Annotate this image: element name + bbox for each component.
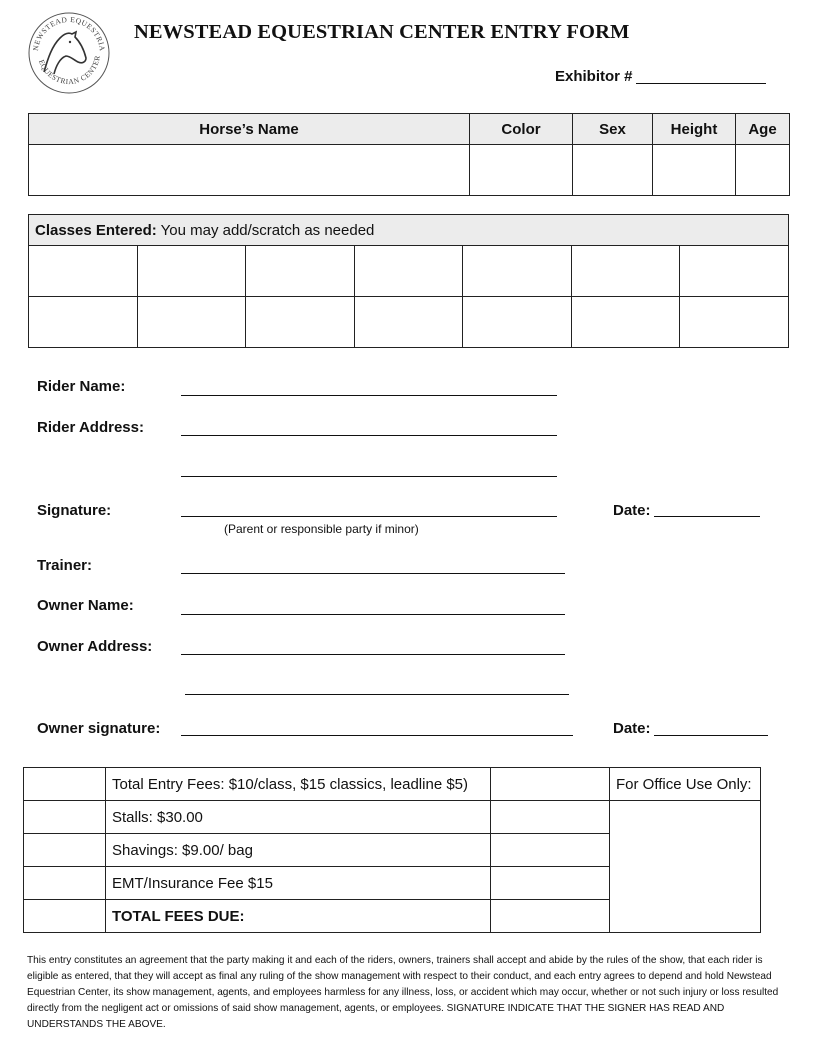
- owner-address-line-1[interactable]: [181, 654, 565, 655]
- fee-amount-cell[interactable]: [491, 768, 610, 801]
- color-cell[interactable]: [470, 145, 573, 196]
- trainer-line[interactable]: [181, 573, 565, 574]
- class-cell[interactable]: [246, 297, 355, 348]
- svg-text:NEWSTEAD EQUESTRIAN: NEWSTEAD EQUESTRIA: [31, 14, 108, 52]
- signature-line[interactable]: [181, 516, 557, 517]
- class-cell[interactable]: [354, 246, 463, 297]
- fee-label: EMT/Insurance Fee $15: [106, 867, 491, 900]
- legal-disclaimer: This entry constitutes an agreement that the party making it and each of the riders, owners, trainers shall accept and abide by the rules of the show, that each rider is eligible as entered, that they will accept as final any ruling of the show management with respect to their conduct, and each entry agrees to depend and hold Newstead Equestrian Center, its show management, agents, and employees harmless for any illness, loss, or accident which may occur, whether or not such injury or loss resulted directly from the negligent act or omissions of said show management, agents, or employees. SIGNATURE INDICATE THAT THE SIGNER HAS READ AND UNDERSTANDS THE ABOVE.: [27, 955, 779, 1030]
- class-cell[interactable]: [354, 297, 463, 348]
- fee-amount-cell[interactable]: [491, 801, 610, 834]
- owner-date-label: Date:: [613, 720, 651, 737]
- fee-amount-cell[interactable]: [491, 867, 610, 900]
- header-age: Age: [736, 114, 790, 145]
- date-label: Date:: [613, 502, 651, 519]
- rider-name-label: Rider Name:: [37, 378, 126, 395]
- fee-qty-cell[interactable]: [24, 900, 106, 933]
- fee-qty-cell[interactable]: [24, 801, 106, 834]
- owner-signature-line[interactable]: [181, 735, 573, 736]
- class-cell[interactable]: [463, 246, 572, 297]
- class-cell[interactable]: [680, 297, 789, 348]
- fee-label: Shavings: $9.00/ bag: [106, 834, 491, 867]
- fee-qty-cell[interactable]: [24, 768, 106, 801]
- rider-name-line[interactable]: [181, 395, 557, 396]
- horse-table: [28, 113, 790, 196]
- office-use-label: For Office Use Only:: [610, 768, 761, 801]
- page-title: NEWSTEAD EQUESTRIAN CENTER ENTRY FORM: [134, 21, 630, 43]
- owner-address-line-2[interactable]: [185, 694, 569, 695]
- total-fees-label: TOTAL FEES DUE:: [106, 900, 491, 933]
- exhibitor-input-line[interactable]: [636, 83, 766, 84]
- signature-label: Signature:: [37, 502, 112, 519]
- class-cell[interactable]: [680, 246, 789, 297]
- office-use-box: [610, 801, 761, 933]
- header-height: Height: [653, 114, 736, 145]
- classes-table: [28, 214, 789, 348]
- fee-label: Total Entry Fees: $10/class, $15 classics, leadline $5): [106, 768, 491, 801]
- signature-note: (Parent or responsible party if minor): [224, 522, 419, 536]
- logo: [26, 10, 112, 96]
- classes-header: Classes Entered: You may add/scratch as needed: [29, 215, 789, 246]
- trainer-label: Trainer:: [37, 557, 93, 574]
- class-cell[interactable]: [571, 246, 680, 297]
- header-horse-name: Horse’s Name: [29, 114, 470, 145]
- exhibitor-label: Exhibitor #: [555, 68, 633, 85]
- owner-name-line[interactable]: [181, 614, 565, 615]
- class-cell[interactable]: [29, 297, 138, 348]
- class-cell[interactable]: [463, 297, 572, 348]
- fees-table: [23, 767, 761, 933]
- total-fees-cell[interactable]: [491, 900, 610, 933]
- horse-head-logo-icon: [26, 10, 112, 96]
- fee-qty-cell[interactable]: [24, 834, 106, 867]
- class-cell[interactable]: [29, 246, 138, 297]
- fee-qty-cell[interactable]: [24, 867, 106, 900]
- owner-address-label: Owner Address:: [37, 638, 153, 655]
- svg-text:EQUESTRIAN CENTER: EQUESTRIAN CENTER: [36, 54, 102, 87]
- date-line[interactable]: [654, 516, 760, 517]
- header-color: Color: [470, 114, 573, 145]
- rider-address-label: Rider Address:: [37, 419, 144, 436]
- owner-date-line[interactable]: [654, 735, 768, 736]
- owner-name-label: Owner Name:: [37, 597, 134, 614]
- rider-address-line-2[interactable]: [181, 476, 557, 477]
- class-cell[interactable]: [571, 297, 680, 348]
- class-cell[interactable]: [137, 246, 246, 297]
- rider-address-line-1[interactable]: [181, 435, 557, 436]
- owner-signature-label: Owner signature:: [37, 720, 161, 737]
- fee-label: Stalls: $30.00: [106, 801, 491, 834]
- class-cell[interactable]: [246, 246, 355, 297]
- horse-name-cell[interactable]: [29, 145, 470, 196]
- fee-amount-cell[interactable]: [491, 834, 610, 867]
- age-cell[interactable]: [736, 145, 790, 196]
- height-cell[interactable]: [653, 145, 736, 196]
- sex-cell[interactable]: [573, 145, 653, 196]
- header-sex: Sex: [573, 114, 653, 145]
- class-cell[interactable]: [137, 297, 246, 348]
